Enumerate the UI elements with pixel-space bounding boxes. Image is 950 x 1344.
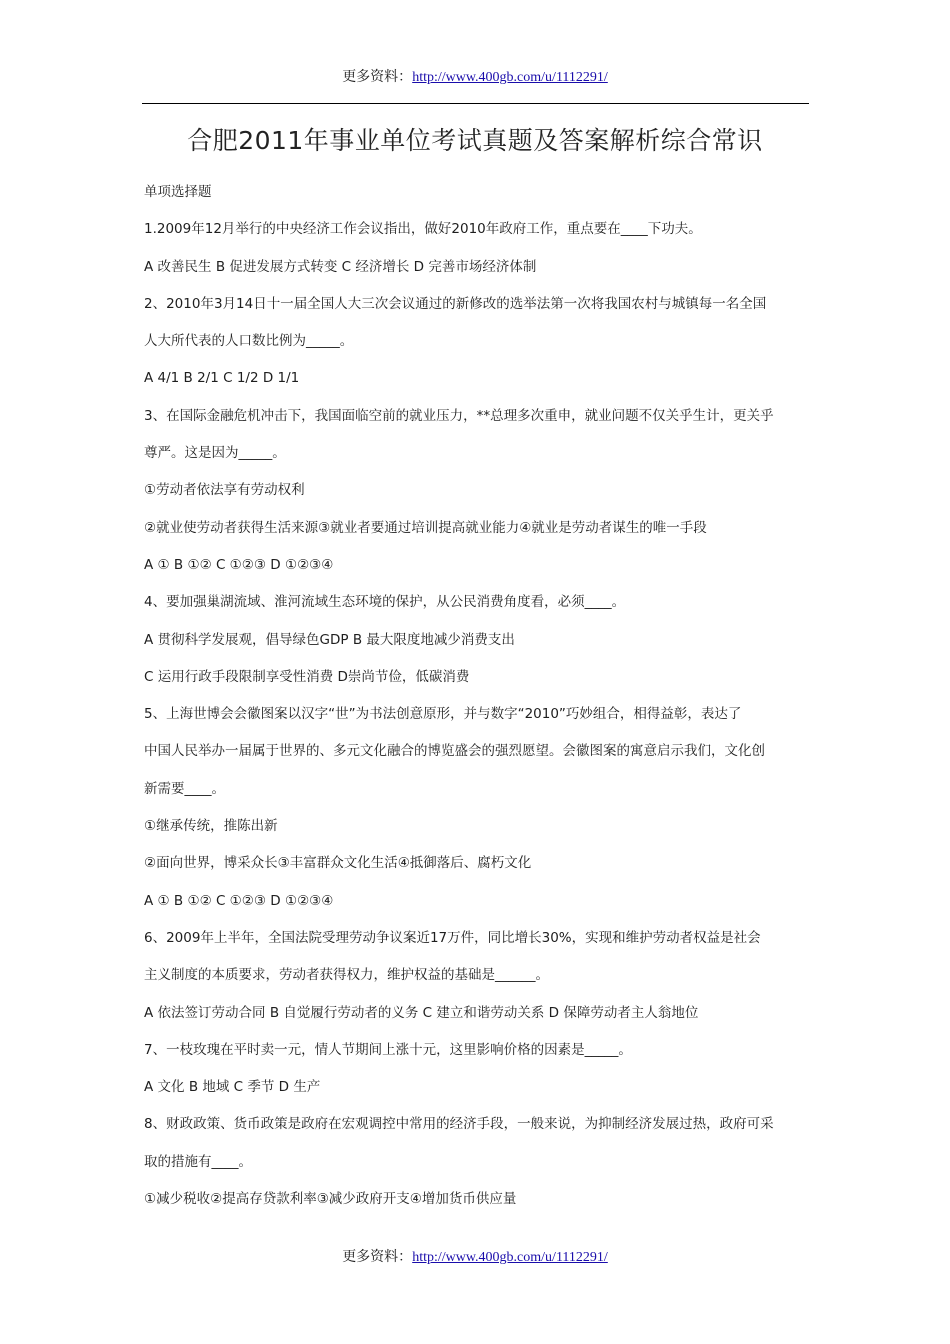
page-header bbox=[0, 66, 950, 86]
header-link[interactable]: http://www.400gb.com/u/1112291/ bbox=[412, 70, 608, 85]
question-line: 5、上海世博会会徽图案以汉字“世”为书法创意原形，并与数字“2010”巧妙组合，相得益彰，表达了 bbox=[144, 706, 742, 723]
page-title: 合肥2011年事业单位考试真题及答案解析综合常识 bbox=[187, 126, 763, 155]
statement-line: ②面向世界，博采众长③丰富群众文化生活④抵御落后、腐朽文化 bbox=[144, 855, 532, 872]
document-body bbox=[144, 174, 809, 1218]
header-label: 更多资料： bbox=[342, 70, 413, 85]
question-line: 尊严。这是因为_____。 bbox=[144, 445, 286, 462]
question-line: 取的措施有____。 bbox=[144, 1153, 252, 1170]
statement-line: ①减少税收②提高存贷款利率③减少政府开支④增加货币供应量 bbox=[144, 1191, 517, 1208]
question-line: 主义制度的本质要求，劳动者获得权力，维护权益的基础是______。 bbox=[144, 967, 549, 984]
options-line: A 改善民生 B 促进发展方式转变 C 经济增长 D 完善市场经济体制 bbox=[144, 258, 537, 275]
options-line: A 贯彻科学发展观，倡导绿色GDP B 最大限度地减少消费支出 bbox=[144, 631, 515, 648]
footer-link[interactable]: http://www.400gb.com/u/1112291/ bbox=[412, 1250, 608, 1265]
question-line: 人大所代表的人口数比例为_____。 bbox=[144, 333, 354, 350]
options-line: A ① B ①② C ①②③ D ①②③④ bbox=[144, 892, 334, 909]
question-line: 3、在国际金融危机冲击下，我国面临空前的就业压力，**总理多次重申，就业问题不仅关乎生计，更关乎 bbox=[144, 407, 774, 424]
question-line: 1.2009年12月举行的中央经济工作会议指出，做好2010年政府工作，重点要在____下功夫。 bbox=[144, 221, 702, 238]
question-line: 6、2009年上半年，全国法院受理劳动争议案近17万件，同比增长30%，实现和维护劳动者权益是社会 bbox=[144, 929, 761, 946]
options-line: A 文化 B 地域 C 季节 D 生产 bbox=[144, 1079, 321, 1096]
statement-line: ①劳动者依法享有劳动权利 bbox=[144, 482, 305, 499]
section-heading: 单项选择题 bbox=[144, 184, 212, 200]
statement-line: ①继承传统，推陈出新 bbox=[144, 818, 278, 835]
question-line: 2、2010年3月14日十一届全国人大三次会议通过的新修改的选举法第一次将我国农村与城镇每一名全国 bbox=[144, 295, 767, 312]
options-line: C 运用行政手段限制享受性消费 D崇尚节俭，低碳消费 bbox=[144, 668, 470, 685]
question-line: 新需要____。 bbox=[144, 780, 225, 797]
question-line: 7、一枝玫瑰在平时卖一元，情人节期间上涨十元，这里影响价格的因素是_____。 bbox=[144, 1041, 632, 1058]
footer-label: 更多资料： bbox=[342, 1250, 413, 1265]
page-footer bbox=[0, 1246, 950, 1266]
options-line: A 4/1 B 2/1 C 1/2 D 1/1 bbox=[144, 370, 300, 387]
options-line: A ① B ①② C ①②③ D ①②③④ bbox=[144, 556, 334, 573]
header-divider bbox=[142, 103, 809, 104]
question-line: 4、要加强巢湖流域、淮河流域生态环境的保护，从公民消费角度看，必须____。 bbox=[144, 594, 626, 611]
options-line: A 依法签订劳动合同 B 自觉履行劳动者的义务 C 建立和谐劳动关系 D 保障劳动者主人翁地位 bbox=[144, 1004, 699, 1021]
question-line: 8、财政政策、货币政策是政府在宏观调控中常用的经济手段，一般来说，为抑制经济发展过热，政府可采 bbox=[144, 1116, 774, 1133]
statement-line: ②就业使劳动者获得生活来源③就业者要通过培训提高就业能力④就业是劳动者谋生的唯一手段 bbox=[144, 519, 707, 536]
question-line: 中国人民举办一届属于世界的、多元文化融合的博览盛会的强烈愿望。会徽图案的寓意启示我们，文化创 bbox=[144, 743, 765, 760]
